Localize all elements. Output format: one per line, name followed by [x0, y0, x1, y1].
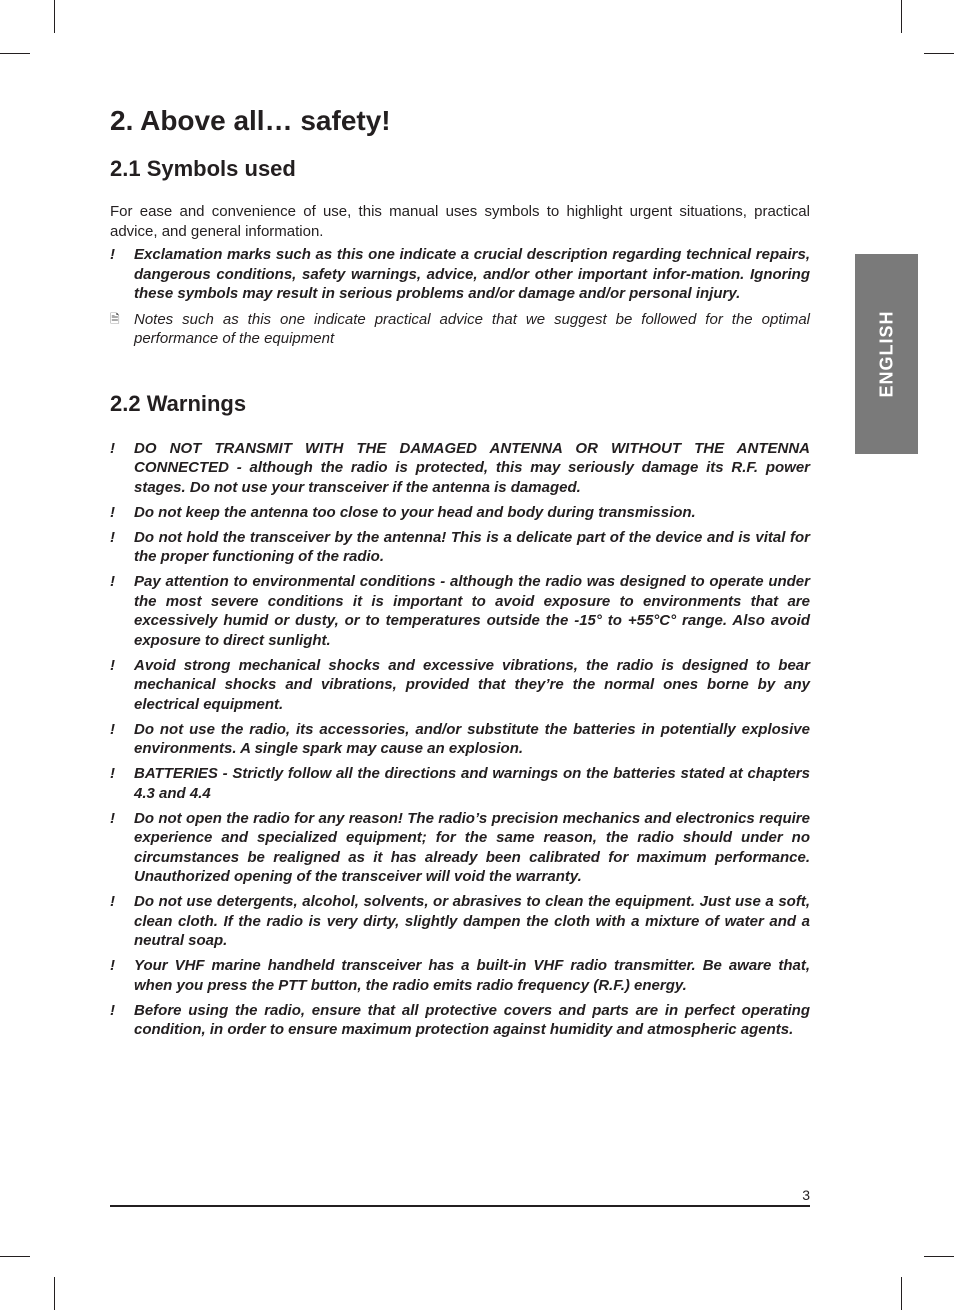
warning-item — [110, 439, 810, 498]
crop-mark-right-top — [924, 53, 954, 54]
crop-mark-bottom-left — [54, 1277, 55, 1310]
exclamation-icon: ! — [110, 656, 115, 674]
warning-item — [110, 892, 810, 951]
crop-mark-right-bottom — [924, 1256, 954, 1257]
warning-text: Pay attention to environmental conditions - although the radio was designed to operate under the most severe conditions it is important to avoid exposure to environments that are excessively humid or dusty, or to temperatures outside the -15° to +55°C° range. Also avoid exposure to direct sunlight. — [134, 573, 810, 649]
warning-text: BATTERIES - Strictly follow all the directions and warnings on the batteries stated at chapters 4.3 and 4.4 — [134, 765, 810, 802]
exclamation-icon: ! — [110, 503, 115, 521]
warning-text: Before using the radio, ensure that all protective covers and parts are in perfect operating condition, in order to ensure maximum protection against humidity and atmospheric agents. — [134, 1001, 810, 1038]
warning-item — [110, 956, 810, 995]
warning-text: Do not use the radio, its accessories, and/or substitute the batteries in potentially explosive environments. A single spark may cause an explosion. — [134, 720, 810, 757]
crop-mark-left-top — [0, 53, 30, 54]
exclamation-icon: ! — [110, 893, 115, 910]
chapter-title: 2. Above all… safety! — [110, 105, 391, 136]
warning-item — [110, 720, 810, 759]
exclamation-icon: ! — [110, 957, 115, 974]
footer-rule — [110, 1205, 810, 1207]
section-title-symbols: 2.1 Symbols used — [110, 156, 296, 181]
warning-text: Do not open the radio for any reason! The radio’s precision mechanics and electronics require experience and specialized equipment; for the same reason, the radio should under no circumstances be realigned as it has already been calibrated for maximum performance. Unauthorized opening of the transceiver will void the warranty. — [134, 809, 810, 885]
list-item-exclamation — [110, 245, 810, 304]
page-number: 3 — [802, 1187, 810, 1203]
exclamation-icon: ! — [110, 573, 115, 590]
exclamation-icon: ! — [110, 439, 115, 457]
crop-mark-bottom-right — [901, 1277, 902, 1310]
warning-item — [110, 1001, 810, 1040]
exclamation-icon: ! — [110, 528, 115, 546]
warning-item — [110, 656, 810, 715]
warning-text: Avoid strong mechanical shocks and excessive vibrations, the radio is designed to bear mechanical shocks and vibrations, provided that they’re the normal ones borne by any electrical equipment. — [134, 656, 810, 713]
list-item-text: Exclamation marks such as this one indicate a crucial description regarding technical repairs, dangerous conditions, safety warnings, advice, and/or other important infor-mation. Ignoring these symbols may result in serious problems and/or damage and/or personal injury. — [134, 246, 810, 302]
warning-text: Do not keep the antenna too close to your head and body during transmission. — [134, 503, 696, 521]
exclamation-icon: ! — [110, 1001, 115, 1019]
note-icon: 🗎 — [110, 311, 120, 326]
warning-text: DO NOT TRANSMIT WITH THE DAMAGED ANTENNA OR WITHOUT THE ANTENNA CONNECTED - although the radio is protected, this may seriously damage its R.F. power stages. Do not use your transceiver if the antenna is damaged. — [134, 439, 810, 496]
warning-item — [110, 764, 810, 803]
exclamation-icon: ! — [110, 765, 115, 782]
crop-mark-left-bottom — [0, 1256, 30, 1257]
warning-item — [110, 528, 810, 567]
exclamation-icon: ! — [110, 246, 115, 263]
page-content — [110, 100, 810, 1040]
language-tab — [855, 254, 918, 454]
warning-item — [110, 809, 810, 887]
exclamation-icon: ! — [110, 720, 115, 738]
warning-item — [110, 503, 810, 523]
list-item-text: Notes such as this one indicate practical advice that we suggest be followed for the optimal performance of the equipment — [134, 310, 810, 347]
crop-mark-top-left — [54, 0, 55, 33]
warning-text: Do not use detergents, alcohol, solvents, or abrasives to clean the equipment. Just use a soft, clean cloth. If the radio is very dirty, slightly dampen the cloth with a mixture of water and a neutral soap. — [134, 893, 810, 949]
section-title-warnings: 2.2 Warnings — [110, 390, 247, 416]
language-tab-label: ENGLISH — [876, 310, 896, 398]
warning-text: Your VHF marine handheld transceiver has a built-in VHF radio transmitter. Be aware that, when you press the PTT button, the radio emits radio frequency (R.F.) energy. — [134, 957, 810, 994]
exclamation-icon: ! — [110, 809, 115, 827]
symbols-intro: For ease and convenience of use, this manual uses symbols to highlight urgent situations, practical advice, and general information. — [110, 203, 810, 240]
warnings-list — [110, 439, 810, 1040]
warning-item — [110, 572, 810, 650]
crop-mark-top-right — [901, 0, 902, 33]
list-item-note — [110, 310, 810, 349]
warning-text: Do not hold the transceiver by the antenna! This is a delicate part of the device and is vital for the proper functioning of the radio. — [134, 528, 810, 565]
